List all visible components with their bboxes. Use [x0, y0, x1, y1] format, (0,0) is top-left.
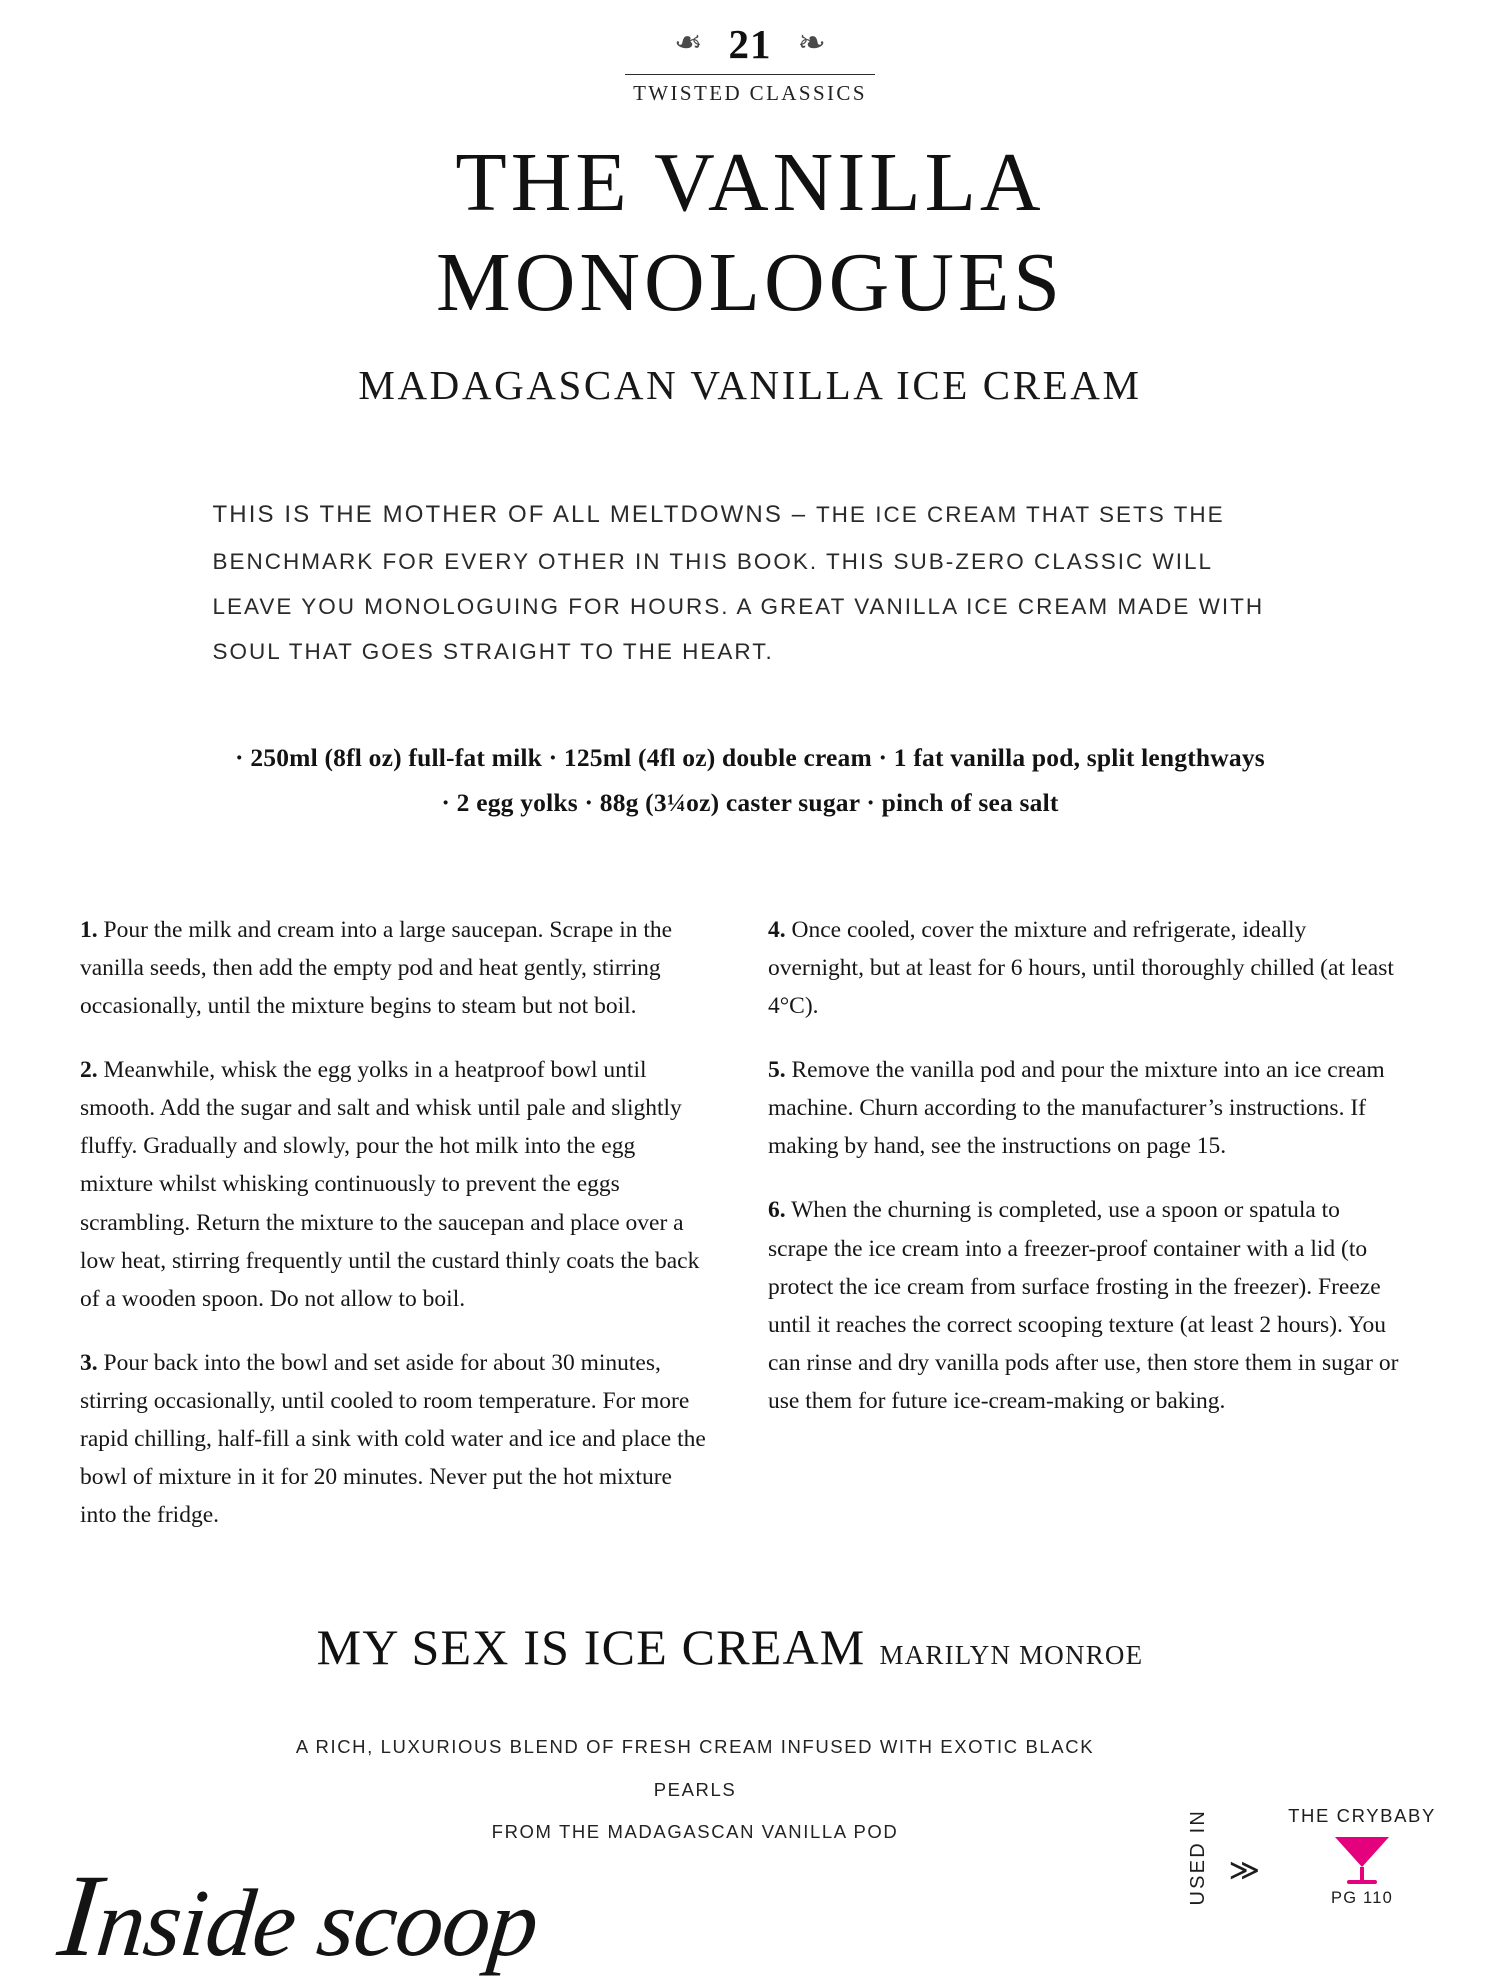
chapter-row [0, 14, 1500, 74]
footer-description-line-2: FROM THE MADAGASCAN VANILLA POD [491, 1821, 899, 1843]
quote-text: MY SEX IS ICE CREAM [316, 1619, 866, 1676]
step-text: Meanwhile, whisk the egg yolks in a heatproof bowl until smooth. Add the sugar and salt and whisk until pale and slightly fluffy. Gradually and slowly, pour the hot milk into the egg mixture whilst whisking continuously to prevent the eggs scrambling. Return the mixture to the saucepan and place over a low heat, stirring frequently until the custard thinly coats the back of a wooden spoon. Do not allow to boil. [80, 1057, 700, 1312]
step-number: 3. [80, 1349, 98, 1376]
method-step [80, 1051, 712, 1317]
inside-scoop-logo [53, 1848, 545, 1984]
title-line-1: THE VANILLA [455, 136, 1045, 229]
step-text: Pour back into the bowl and set aside for about 30 minutes, stirring occasionally, until cooled to room temperature. For more rapid chilling, half-fill a sink with cold water and ice and place the bowl of mixture in it for 20 minutes. Never put the hot mixture into the fridge. [80, 1349, 706, 1528]
footer-description [255, 1726, 1135, 1854]
cocktail-name: THE CRYBABY [1288, 1805, 1436, 1826]
page-header [0, 0, 1500, 106]
ingredients-line-1: · 250ml (8fl oz) full-fat milk · 125ml (4fl oz) double cream · 1 fat vanilla pod, split lengthways [235, 743, 1265, 773]
step-text: Once cooled, cover the mixture and refrigerate, ideally overnight, but at least for 6 hours, until thoroughly chilled (at least 4°C). [768, 917, 1394, 1020]
page-reference: PG 110 [1331, 1889, 1393, 1907]
intro-lead: THIS IS THE MOTHER OF ALL MELTDOWNS – [212, 501, 816, 529]
step-number: 4. [768, 917, 786, 944]
cocktail-reference[interactable] [1272, 1805, 1452, 1908]
page-subtitle: MADAGASCAN VANILLA ICE CREAM [358, 362, 1142, 409]
series-divider [625, 74, 875, 106]
title-line-2: MONOLOGUES [436, 235, 1064, 329]
method-step [80, 911, 712, 1025]
pull-quote [0, 1618, 1500, 1676]
flourish-right-icon: ❧ [797, 25, 826, 62]
intro-rest: THE ICE CREAM THAT SETS THE BENCHMARK FOR EVERY OTHER IN THIS BOOK. THIS SUB-ZERO CLASSIC WILL LEAVE YOU MONOLOGUING FOR HOURS. A GREAT VANILLA ICE CREAM MADE WITH SOUL THAT GOES STRAIGHT TO THE HEART. [212, 502, 1265, 665]
step-text: Pour the milk and cream into a large saucepan. Scrape in the vanilla seeds, then add the empty pod and heat gently, stirring occasionally, until the mixture begins to steam but not boil. [80, 917, 673, 1020]
used-in-label: USED IN [1187, 1809, 1209, 1906]
page-title [0, 136, 1500, 329]
cocktail-glass-icon [1335, 1837, 1389, 1883]
method-step [80, 1344, 712, 1534]
intro-paragraph [213, 491, 1288, 674]
method-column-right [768, 888, 1400, 1446]
logo-capital: I [53, 1850, 106, 1981]
method-columns [80, 888, 1420, 1560]
quote-attribution: MARILYN MONROE [879, 1640, 1144, 1671]
method-step [768, 1191, 1400, 1419]
step-number: 2. [80, 1057, 98, 1084]
step-text: When the churning is completed, use a spoon or spatula to scrape the ice cream into a freezer-proof container with a lid (to protect the ice cream from surface frosting in the freezer). Freeze until it reaches the correct scooping texture (at least 2 hours). You can rinse and dry vanilla pods after use, then store them in sugar or use them for future ice-cream-making or baking. [768, 1197, 1399, 1414]
ingredients-line-2: · 2 egg yolks · 88g (3¼oz) caster sugar · pinch of sea salt [441, 787, 1059, 817]
chapter-number: 21 [728, 21, 772, 67]
method-step [768, 911, 1400, 1025]
footer-description-line-1: A RICH, LUXURIOUS BLEND OF FRESH CREAM INFUSED WITH EXOTIC BLACK PEARLS [295, 1736, 1095, 1800]
ingredients-list [170, 736, 1330, 825]
step-number: 5. [768, 1057, 786, 1084]
step-text: Remove the vanilla pod and pour the mixture into an ice cream machine. Churn according to the manufacturer’s instructions. If making by hand, see the instructions on page 15. [768, 1057, 1385, 1160]
step-number: 6. [768, 1197, 786, 1224]
logo-rest: nside scoop [91, 1869, 543, 1976]
flourish-left-icon: ❧ [674, 25, 703, 62]
method-step [768, 1051, 1400, 1165]
method-column-left [80, 888, 712, 1560]
chevron-right-icon: ≫ [1228, 1854, 1260, 1887]
series-label: TWISTED CLASSICS [633, 81, 867, 105]
page-footer [0, 1716, 1500, 1981]
step-number: 1. [80, 917, 98, 944]
